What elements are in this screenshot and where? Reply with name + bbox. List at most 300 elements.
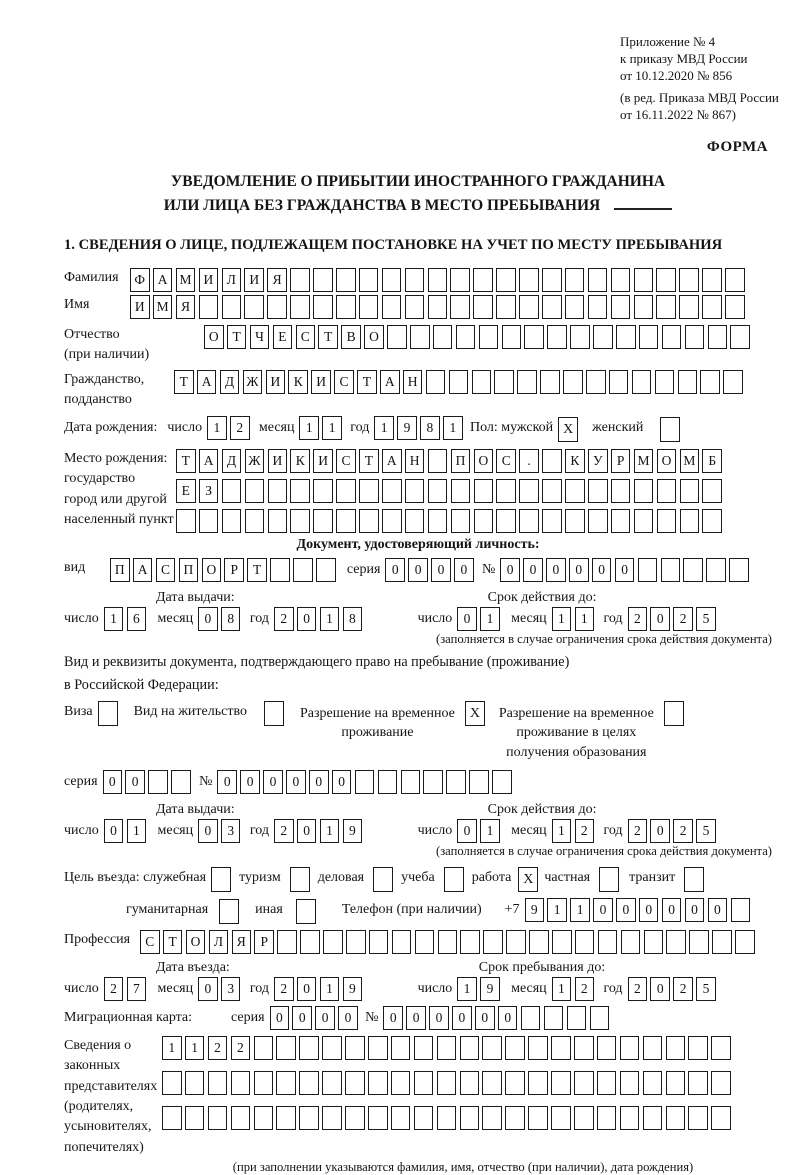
birthplace-row-1-cell-17[interactable] xyxy=(542,449,562,473)
representatives-row-3-cell-23[interactable] xyxy=(666,1106,686,1130)
representatives-row-1-cell-9[interactable] xyxy=(345,1036,365,1060)
birthplace-row-3-cell-3[interactable] xyxy=(222,509,242,533)
representatives-row-2-cell-13[interactable] xyxy=(437,1071,457,1095)
surname-cell-17[interactable] xyxy=(496,268,516,292)
patronymic-cell-5[interactable]: С xyxy=(296,325,316,349)
birthplace-row-3-cell-23[interactable] xyxy=(680,509,700,533)
representatives-row-3-cell-21[interactable] xyxy=(620,1106,640,1130)
permit-expiry-month-cell-1[interactable]: 1 xyxy=(552,819,572,843)
patronymic-cell-22[interactable] xyxy=(685,325,705,349)
migration-card-series-cell-3[interactable]: 0 xyxy=(315,1006,335,1030)
representatives-row-3-cell-12[interactable] xyxy=(414,1106,434,1130)
birthplace-row-1-cell-7[interactable]: И xyxy=(313,449,333,473)
id-doc-number-cell-3[interactable]: 0 xyxy=(546,558,566,582)
migration-card-number-cell-8[interactable] xyxy=(544,1006,564,1030)
entry-day-cell-1[interactable]: 2 xyxy=(104,977,124,1001)
birthplace-row-1-cell-21[interactable]: М xyxy=(634,449,654,473)
male-checkbox[interactable]: X xyxy=(558,417,578,442)
id-issue-day-cell-2[interactable]: 6 xyxy=(127,607,147,631)
given-name-cell-20[interactable] xyxy=(565,295,585,319)
representatives-row-2-cell-4[interactable] xyxy=(231,1071,251,1095)
birthplace-row-1-cell-20[interactable]: Р xyxy=(611,449,631,473)
stay-until-year-cell-1[interactable]: 2 xyxy=(628,977,648,1001)
given-name-cell-23[interactable] xyxy=(634,295,654,319)
surname-cell-23[interactable] xyxy=(634,268,654,292)
id-doc-number-cell-4[interactable]: 0 xyxy=(569,558,589,582)
permit-issue-year-cell-3[interactable]: 1 xyxy=(320,819,340,843)
birthplace-row-2-cell-17[interactable] xyxy=(542,479,562,503)
surname-cell-2[interactable]: А xyxy=(153,268,173,292)
given-name-cell-9[interactable] xyxy=(313,295,333,319)
representatives-row-2-cell-23[interactable] xyxy=(666,1071,686,1095)
profession-cell-26[interactable] xyxy=(712,930,732,954)
stay-until-year-cell-4[interactable]: 5 xyxy=(696,977,716,1001)
birthplace-row-1-cell-24[interactable]: Б xyxy=(702,449,722,473)
given-name-cell-22[interactable] xyxy=(611,295,631,319)
id-issue-year-cell-3[interactable]: 1 xyxy=(320,607,340,631)
citizenship-cell-2[interactable]: А xyxy=(197,370,217,394)
migration-card-number-cell-9[interactable] xyxy=(567,1006,587,1030)
representatives-row-1-cell-5[interactable] xyxy=(254,1036,274,1060)
citizenship-cell-12[interactable] xyxy=(426,370,446,394)
female-checkbox[interactable] xyxy=(660,417,680,442)
id-expiry-year-cell-2[interactable]: 0 xyxy=(650,607,670,631)
birthplace-row-1-cell-11[interactable]: Н xyxy=(405,449,425,473)
given-name-cell-5[interactable] xyxy=(222,295,242,319)
profession-cell-2[interactable]: Т xyxy=(163,930,183,954)
representatives-row-1-cell-4[interactable]: 2 xyxy=(231,1036,251,1060)
id-doc-series-cell-4[interactable]: 0 xyxy=(454,558,474,582)
surname-cell-20[interactable] xyxy=(565,268,585,292)
id-doc-number-cell-7[interactable] xyxy=(638,558,658,582)
birthplace-row-2-cell-10[interactable] xyxy=(382,479,402,503)
patronymic-cell-16[interactable] xyxy=(547,325,567,349)
id-expiry-year-cell-4[interactable]: 5 xyxy=(696,607,716,631)
birthplace-row-1-cell-19[interactable]: У xyxy=(588,449,608,473)
representatives-row-2-cell-15[interactable] xyxy=(482,1071,502,1095)
phone-cell-9[interactable]: 0 xyxy=(708,898,728,922)
patronymic-cell-21[interactable] xyxy=(662,325,682,349)
surname-cell-10[interactable] xyxy=(336,268,356,292)
entry-year-cell-2[interactable]: 0 xyxy=(297,977,317,1001)
representatives-row-1-cell-23[interactable] xyxy=(666,1036,686,1060)
surname-cell-5[interactable]: Л xyxy=(222,268,242,292)
citizenship-cell-24[interactable] xyxy=(700,370,720,394)
migration-card-series-cell-2[interactable]: 0 xyxy=(292,1006,312,1030)
birthplace-row-1-cell-18[interactable]: К xyxy=(565,449,585,473)
representatives-row-1-cell-18[interactable] xyxy=(551,1036,571,1060)
permit-series-cell-2[interactable]: 0 xyxy=(125,770,145,794)
permit-issue-year-cell-4[interactable]: 9 xyxy=(343,819,363,843)
profession-cell-20[interactable] xyxy=(575,930,595,954)
id-issue-year-cell-1[interactable]: 2 xyxy=(274,607,294,631)
birthplace-row-3-cell-16[interactable] xyxy=(519,509,539,533)
purpose-business-checkbox[interactable] xyxy=(373,867,393,892)
given-name-cell-25[interactable] xyxy=(679,295,699,319)
purpose-transit-checkbox[interactable] xyxy=(684,867,704,892)
birth-year-cell-1[interactable]: 1 xyxy=(374,416,394,440)
citizenship-cell-14[interactable] xyxy=(472,370,492,394)
birthplace-row-2-cell-5[interactable] xyxy=(268,479,288,503)
given-name-cell-24[interactable] xyxy=(656,295,676,319)
given-name-cell-19[interactable] xyxy=(542,295,562,319)
surname-cell-13[interactable] xyxy=(405,268,425,292)
migration-card-number-cell-1[interactable]: 0 xyxy=(383,1006,403,1030)
id-doc-type-cell-8[interactable] xyxy=(270,558,290,582)
phone-cell-7[interactable]: 0 xyxy=(662,898,682,922)
permit-number-cell-5[interactable]: 0 xyxy=(309,770,329,794)
purpose-study-checkbox[interactable] xyxy=(444,867,464,892)
id-expiry-day-cell-2[interactable]: 1 xyxy=(480,607,500,631)
representatives-row-3-cell-6[interactable] xyxy=(276,1106,296,1130)
phone-cell-1[interactable]: 9 xyxy=(525,898,545,922)
birthplace-row-3-cell-4[interactable] xyxy=(245,509,265,533)
birthplace-row-2-cell-9[interactable] xyxy=(359,479,379,503)
permit-series-cell-4[interactable] xyxy=(171,770,191,794)
stay-until-year-cell-2[interactable]: 0 xyxy=(650,977,670,1001)
phone-cell-4[interactable]: 0 xyxy=(593,898,613,922)
id-expiry-month-cell-1[interactable]: 1 xyxy=(552,607,572,631)
id-expiry-month-cell-2[interactable]: 1 xyxy=(575,607,595,631)
migration-card-number-cell-10[interactable] xyxy=(590,1006,610,1030)
representatives-row-3-cell-17[interactable] xyxy=(528,1106,548,1130)
birthplace-row-3-cell-7[interactable] xyxy=(313,509,333,533)
given-name-cell-3[interactable]: Я xyxy=(176,295,196,319)
representatives-row-2-cell-14[interactable] xyxy=(460,1071,480,1095)
birthplace-row-1-cell-5[interactable]: И xyxy=(268,449,288,473)
migration-card-series-cell-4[interactable]: 0 xyxy=(338,1006,358,1030)
permit-number-cell-12[interactable] xyxy=(469,770,489,794)
representatives-row-1-cell-21[interactable] xyxy=(620,1036,640,1060)
purpose-humanitarian-checkbox[interactable] xyxy=(219,899,239,924)
profession-cell-19[interactable] xyxy=(552,930,572,954)
birthplace-row-3-cell-1[interactable] xyxy=(176,509,196,533)
profession-cell-17[interactable] xyxy=(506,930,526,954)
id-doc-type-cell-1[interactable]: П xyxy=(110,558,130,582)
birthplace-row-3-cell-13[interactable] xyxy=(451,509,471,533)
representatives-row-3-cell-11[interactable] xyxy=(391,1106,411,1130)
surname-cell-27[interactable] xyxy=(725,268,745,292)
representatives-row-1-cell-19[interactable] xyxy=(574,1036,594,1060)
citizenship-cell-25[interactable] xyxy=(723,370,743,394)
birthplace-row-3-cell-15[interactable] xyxy=(496,509,516,533)
profession-cell-27[interactable] xyxy=(735,930,755,954)
birthplace-row-1-cell-15[interactable]: С xyxy=(496,449,516,473)
birthplace-row-3-cell-24[interactable] xyxy=(702,509,722,533)
patronymic-cell-10[interactable] xyxy=(410,325,430,349)
permit-expiry-year-cell-2[interactable]: 0 xyxy=(650,819,670,843)
profession-cell-18[interactable] xyxy=(529,930,549,954)
surname-cell-16[interactable] xyxy=(473,268,493,292)
representatives-row-1-cell-14[interactable] xyxy=(460,1036,480,1060)
birth-year-cell-2[interactable]: 9 xyxy=(397,416,417,440)
visa-checkbox[interactable] xyxy=(98,701,118,726)
birthplace-row-3-cell-11[interactable] xyxy=(405,509,425,533)
profession-cell-24[interactable] xyxy=(666,930,686,954)
migration-card-series-cell-1[interactable]: 0 xyxy=(270,1006,290,1030)
representatives-row-3-cell-10[interactable] xyxy=(368,1106,388,1130)
permit-issue-year-cell-2[interactable]: 0 xyxy=(297,819,317,843)
representatives-row-1-cell-16[interactable] xyxy=(505,1036,525,1060)
profession-cell-10[interactable] xyxy=(346,930,366,954)
birthplace-row-2-cell-14[interactable] xyxy=(474,479,494,503)
birthplace-row-1-cell-9[interactable]: Т xyxy=(359,449,379,473)
stay-until-month-cell-1[interactable]: 1 xyxy=(552,977,572,1001)
birthplace-row-3-cell-21[interactable] xyxy=(634,509,654,533)
permit-expiry-year-cell-1[interactable]: 2 xyxy=(628,819,648,843)
migration-card-number-cell-3[interactable]: 0 xyxy=(429,1006,449,1030)
profession-cell-5[interactable]: Я xyxy=(232,930,252,954)
surname-cell-24[interactable] xyxy=(656,268,676,292)
birthplace-row-1-cell-3[interactable]: Д xyxy=(222,449,242,473)
citizenship-cell-18[interactable] xyxy=(563,370,583,394)
representatives-row-1-cell-25[interactable] xyxy=(711,1036,731,1060)
given-name-cell-13[interactable] xyxy=(405,295,425,319)
birthplace-row-2-cell-23[interactable] xyxy=(680,479,700,503)
representatives-row-1-cell-12[interactable] xyxy=(414,1036,434,1060)
citizenship-cell-8[interactable]: С xyxy=(334,370,354,394)
given-name-cell-10[interactable] xyxy=(336,295,356,319)
id-issue-day-cell-1[interactable]: 1 xyxy=(104,607,124,631)
given-name-cell-17[interactable] xyxy=(496,295,516,319)
citizenship-cell-13[interactable] xyxy=(449,370,469,394)
id-doc-number-cell-1[interactable]: 0 xyxy=(500,558,520,582)
birthplace-row-2-cell-20[interactable] xyxy=(611,479,631,503)
birthplace-row-1-cell-6[interactable]: К xyxy=(290,449,310,473)
id-issue-year-cell-2[interactable]: 0 xyxy=(297,607,317,631)
birth-month-cell-2[interactable]: 1 xyxy=(322,416,342,440)
profession-cell-22[interactable] xyxy=(621,930,641,954)
surname-cell-19[interactable] xyxy=(542,268,562,292)
representatives-row-3-cell-14[interactable] xyxy=(460,1106,480,1130)
representatives-row-1-cell-11[interactable] xyxy=(391,1036,411,1060)
surname-cell-11[interactable] xyxy=(359,268,379,292)
permit-number-cell-8[interactable] xyxy=(378,770,398,794)
birthplace-row-2-cell-19[interactable] xyxy=(588,479,608,503)
birthplace-row-2-cell-12[interactable] xyxy=(428,479,448,503)
surname-cell-8[interactable] xyxy=(290,268,310,292)
surname-cell-22[interactable] xyxy=(611,268,631,292)
permit-issue-year-cell-1[interactable]: 2 xyxy=(274,819,294,843)
profession-cell-21[interactable] xyxy=(598,930,618,954)
birthplace-row-2-cell-7[interactable] xyxy=(313,479,333,503)
representatives-row-2-cell-2[interactable] xyxy=(185,1071,205,1095)
patronymic-cell-8[interactable]: О xyxy=(364,325,384,349)
permit-issue-day-cell-2[interactable]: 1 xyxy=(127,819,147,843)
citizenship-cell-9[interactable]: Т xyxy=(357,370,377,394)
id-doc-number-cell-10[interactable] xyxy=(706,558,726,582)
patronymic-cell-14[interactable] xyxy=(502,325,522,349)
representatives-row-1-cell-20[interactable] xyxy=(597,1036,617,1060)
patronymic-cell-15[interactable] xyxy=(524,325,544,349)
permit-number-cell-3[interactable]: 0 xyxy=(263,770,283,794)
given-name-cell-8[interactable] xyxy=(290,295,310,319)
birthplace-row-3-cell-14[interactable] xyxy=(474,509,494,533)
id-doc-type-cell-9[interactable] xyxy=(293,558,313,582)
permit-expiry-day-cell-1[interactable]: 0 xyxy=(457,819,477,843)
profession-cell-4[interactable]: Л xyxy=(209,930,229,954)
profession-cell-11[interactable] xyxy=(369,930,389,954)
given-name-cell-7[interactable] xyxy=(267,295,287,319)
permit-expiry-year-cell-4[interactable]: 5 xyxy=(696,819,716,843)
patronymic-cell-19[interactable] xyxy=(616,325,636,349)
patronymic-cell-7[interactable]: В xyxy=(341,325,361,349)
id-issue-month-cell-1[interactable]: 0 xyxy=(198,607,218,631)
citizenship-cell-23[interactable] xyxy=(678,370,698,394)
representatives-row-3-cell-8[interactable] xyxy=(322,1106,342,1130)
birthplace-row-1-cell-10[interactable]: А xyxy=(382,449,402,473)
profession-cell-6[interactable]: Р xyxy=(254,930,274,954)
given-name-cell-11[interactable] xyxy=(359,295,379,319)
citizenship-cell-3[interactable]: Д xyxy=(220,370,240,394)
surname-cell-4[interactable]: И xyxy=(199,268,219,292)
stay-until-year-cell-3[interactable]: 2 xyxy=(673,977,693,1001)
representatives-row-1-cell-7[interactable] xyxy=(299,1036,319,1060)
permit-number-cell-7[interactable] xyxy=(355,770,375,794)
id-doc-number-cell-11[interactable] xyxy=(729,558,749,582)
permit-number-cell-6[interactable]: 0 xyxy=(332,770,352,794)
birthplace-row-1-cell-1[interactable]: Т xyxy=(176,449,196,473)
surname-cell-18[interactable] xyxy=(519,268,539,292)
profession-cell-9[interactable] xyxy=(323,930,343,954)
entry-year-cell-3[interactable]: 1 xyxy=(320,977,340,1001)
birth-year-cell-3[interactable]: 8 xyxy=(420,416,440,440)
stay-until-day-cell-1[interactable]: 1 xyxy=(457,977,477,1001)
representatives-row-2-cell-10[interactable] xyxy=(368,1071,388,1095)
birthplace-row-1-cell-16[interactable]: . xyxy=(519,449,539,473)
given-name-cell-26[interactable] xyxy=(702,295,722,319)
birthplace-row-2-cell-6[interactable] xyxy=(290,479,310,503)
id-doc-series-cell-2[interactable]: 0 xyxy=(408,558,428,582)
purpose-private-checkbox[interactable] xyxy=(599,867,619,892)
representatives-row-1-cell-3[interactable]: 2 xyxy=(208,1036,228,1060)
id-doc-type-cell-5[interactable]: О xyxy=(202,558,222,582)
representatives-row-2-cell-7[interactable] xyxy=(299,1071,319,1095)
temp-residence-education-checkbox[interactable] xyxy=(664,701,684,726)
id-expiry-day-cell-1[interactable]: 0 xyxy=(457,607,477,631)
representatives-row-3-cell-16[interactable] xyxy=(505,1106,525,1130)
given-name-cell-4[interactable] xyxy=(199,295,219,319)
surname-cell-3[interactable]: М xyxy=(176,268,196,292)
representatives-row-2-cell-8[interactable] xyxy=(322,1071,342,1095)
representatives-row-3-cell-22[interactable] xyxy=(643,1106,663,1130)
entry-month-cell-1[interactable]: 0 xyxy=(198,977,218,1001)
citizenship-cell-11[interactable]: Н xyxy=(403,370,423,394)
id-doc-series-cell-1[interactable]: 0 xyxy=(385,558,405,582)
profession-cell-14[interactable] xyxy=(438,930,458,954)
birth-month-cell-1[interactable]: 1 xyxy=(299,416,319,440)
stay-until-month-cell-2[interactable]: 2 xyxy=(575,977,595,1001)
representatives-row-3-cell-25[interactable] xyxy=(711,1106,731,1130)
birthplace-row-2-cell-13[interactable] xyxy=(451,479,471,503)
migration-card-number-cell-2[interactable]: 0 xyxy=(406,1006,426,1030)
patronymic-cell-3[interactable]: Ч xyxy=(250,325,270,349)
birthplace-row-2-cell-4[interactable] xyxy=(245,479,265,503)
permit-number-cell-9[interactable] xyxy=(401,770,421,794)
id-expiry-year-cell-1[interactable]: 2 xyxy=(628,607,648,631)
citizenship-cell-4[interactable]: Ж xyxy=(243,370,263,394)
birthplace-row-3-cell-19[interactable] xyxy=(588,509,608,533)
representatives-row-1-cell-8[interactable] xyxy=(322,1036,342,1060)
permit-number-cell-11[interactable] xyxy=(446,770,466,794)
phone-cell-2[interactable]: 1 xyxy=(547,898,567,922)
surname-cell-26[interactable] xyxy=(702,268,722,292)
representatives-row-3-cell-19[interactable] xyxy=(574,1106,594,1130)
permit-number-cell-4[interactable]: 0 xyxy=(286,770,306,794)
birthplace-row-3-cell-22[interactable] xyxy=(657,509,677,533)
patronymic-cell-2[interactable]: Т xyxy=(227,325,247,349)
birthplace-row-2-cell-18[interactable] xyxy=(565,479,585,503)
patronymic-cell-9[interactable] xyxy=(387,325,407,349)
id-doc-type-cell-7[interactable]: Т xyxy=(247,558,267,582)
patronymic-cell-1[interactable]: О xyxy=(204,325,224,349)
purpose-work-checkbox[interactable]: X xyxy=(518,867,538,892)
birthplace-row-3-cell-6[interactable] xyxy=(290,509,310,533)
citizenship-cell-16[interactable] xyxy=(517,370,537,394)
patronymic-cell-12[interactable] xyxy=(456,325,476,349)
representatives-row-2-cell-5[interactable] xyxy=(254,1071,274,1095)
birthplace-row-2-cell-8[interactable] xyxy=(336,479,356,503)
citizenship-cell-21[interactable] xyxy=(632,370,652,394)
representatives-row-2-cell-3[interactable] xyxy=(208,1071,228,1095)
entry-year-cell-4[interactable]: 9 xyxy=(343,977,363,1001)
surname-cell-1[interactable]: Ф xyxy=(130,268,150,292)
citizenship-cell-22[interactable] xyxy=(655,370,675,394)
given-name-cell-16[interactable] xyxy=(473,295,493,319)
phone-cell-6[interactable]: 0 xyxy=(639,898,659,922)
representatives-row-2-cell-17[interactable] xyxy=(528,1071,548,1095)
given-name-cell-12[interactable] xyxy=(382,295,402,319)
birthplace-row-3-cell-9[interactable] xyxy=(359,509,379,533)
representatives-row-3-cell-4[interactable] xyxy=(231,1106,251,1130)
birthplace-row-3-cell-5[interactable] xyxy=(268,509,288,533)
phone-cell-5[interactable]: 0 xyxy=(616,898,636,922)
representatives-row-3-cell-13[interactable] xyxy=(437,1106,457,1130)
profession-cell-25[interactable] xyxy=(689,930,709,954)
migration-card-number-cell-6[interactable]: 0 xyxy=(498,1006,518,1030)
patronymic-cell-13[interactable] xyxy=(479,325,499,349)
birth-day-cell-1[interactable]: 1 xyxy=(207,416,227,440)
representatives-row-2-cell-20[interactable] xyxy=(597,1071,617,1095)
representatives-row-2-cell-25[interactable] xyxy=(711,1071,731,1095)
birthplace-row-2-cell-1[interactable]: Е xyxy=(176,479,196,503)
id-doc-series-cell-3[interactable]: 0 xyxy=(431,558,451,582)
birthplace-row-2-cell-15[interactable] xyxy=(496,479,516,503)
given-name-cell-1[interactable]: И xyxy=(130,295,150,319)
birthplace-row-1-cell-8[interactable]: С xyxy=(336,449,356,473)
representatives-row-3-cell-18[interactable] xyxy=(551,1106,571,1130)
id-doc-number-cell-2[interactable]: 0 xyxy=(523,558,543,582)
permit-expiry-year-cell-3[interactable]: 2 xyxy=(673,819,693,843)
birthplace-row-1-cell-13[interactable]: П xyxy=(451,449,471,473)
representatives-row-2-cell-1[interactable] xyxy=(162,1071,182,1095)
purpose-tourism-checkbox[interactable] xyxy=(290,867,310,892)
permit-number-cell-1[interactable]: 0 xyxy=(217,770,237,794)
birthplace-row-2-cell-24[interactable] xyxy=(702,479,722,503)
id-doc-number-cell-5[interactable]: 0 xyxy=(592,558,612,582)
id-doc-number-cell-6[interactable]: 0 xyxy=(615,558,635,582)
permit-expiry-month-cell-2[interactable]: 2 xyxy=(575,819,595,843)
representatives-row-3-cell-24[interactable] xyxy=(688,1106,708,1130)
migration-card-number-cell-4[interactable]: 0 xyxy=(452,1006,472,1030)
representatives-row-2-cell-16[interactable] xyxy=(505,1071,525,1095)
representatives-row-3-cell-20[interactable] xyxy=(597,1106,617,1130)
temp-residence-checkbox[interactable]: X xyxy=(465,701,485,726)
representatives-row-3-cell-5[interactable] xyxy=(254,1106,274,1130)
citizenship-cell-10[interactable]: А xyxy=(380,370,400,394)
profession-cell-1[interactable]: С xyxy=(140,930,160,954)
citizenship-cell-20[interactable] xyxy=(609,370,629,394)
